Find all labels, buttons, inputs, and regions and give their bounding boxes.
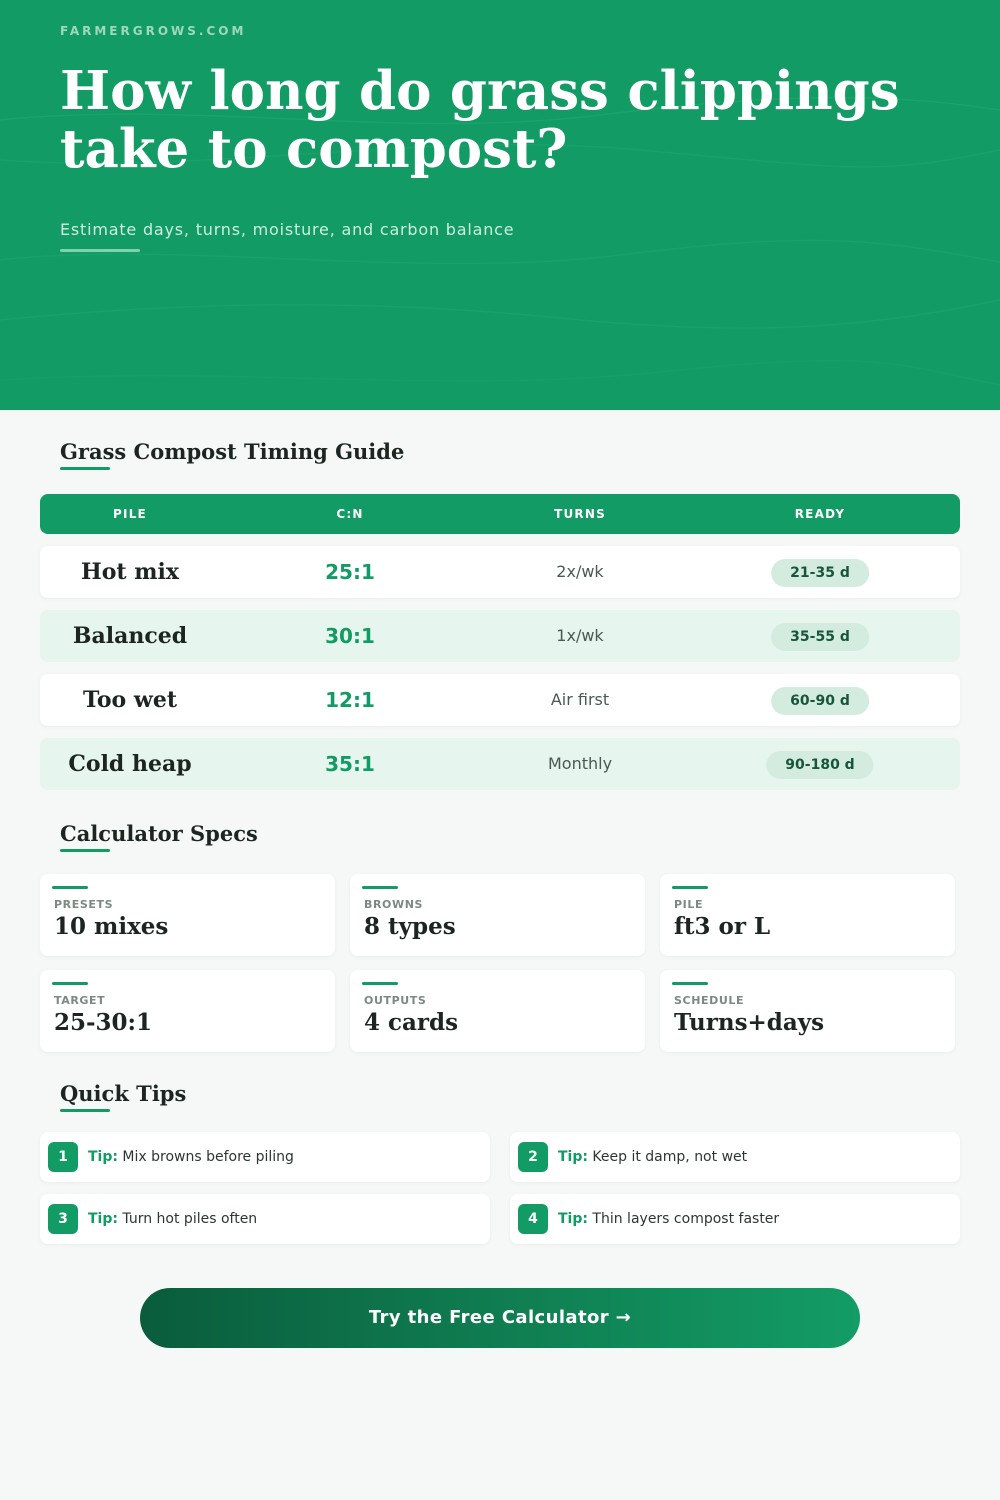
pile-name: Cold heap [68,751,192,777]
spec-value: 4 cards [364,1009,459,1036]
spec-label: TARGET [54,994,106,1007]
table-row [40,674,960,726]
ready-badge: 90-180 d [766,751,873,779]
ready-cell [766,738,873,790]
page-subtitle: Estimate days, turns, moisture, and carbon balance [60,220,515,239]
spec-accent-bar [672,982,708,985]
tip-text [558,1194,779,1244]
turn-frequency: 1x/wk [556,626,604,645]
ready-cell [771,610,869,662]
table-row [40,546,960,598]
timing-guide-title: Grass Compost Timing Guide [60,439,405,464]
spec-label: SCHEDULE [674,994,745,1007]
spec-value: 8 types [364,913,456,940]
cn-ratio: 35:1 [325,752,375,776]
cn-ratio: 25:1 [325,560,375,584]
ready-badge: 21-35 d [771,559,869,587]
hero-banner [0,0,1000,410]
tip-item [40,1132,490,1182]
spec-label: PILE [674,898,704,911]
ready-cell [771,674,869,726]
page-title: How long do grass clippings take to compost? [60,60,900,180]
tip-body: Thin layers compost faster [592,1211,780,1227]
tip-prefix: Tip: [558,1149,588,1165]
tip-text [88,1194,257,1244]
column-header-ready: READY [794,507,846,521]
spec-card-schedule [660,970,955,1052]
tip-text [558,1132,747,1182]
tip-number-badge: 1 [48,1142,78,1172]
spec-accent-bar [362,982,398,985]
column-header-pile: PILE [113,507,147,521]
spec-card-target [40,970,335,1052]
table-row [40,738,960,790]
turn-frequency: Monthly [547,754,613,773]
spec-value: ft3 or L [674,913,771,940]
specs-title: Calculator Specs [60,821,258,846]
spec-card-browns [350,874,645,956]
specs-rule [60,849,110,852]
tip-text [88,1132,294,1182]
pile-name: Hot mix [80,559,180,585]
spec-accent-bar [52,982,88,985]
turn-frequency: 2x/wk [556,562,604,581]
spec-label: PRESETS [54,898,114,911]
spec-card-presets [40,874,335,956]
cn-ratio: 12:1 [325,688,375,712]
tip-number-badge: 2 [518,1142,548,1172]
timing-table-header [40,494,960,534]
spec-value: 25-30:1 [54,1009,153,1036]
tip-prefix: Tip: [88,1149,118,1165]
pile-name: Balanced [72,623,188,649]
ready-badge: 60-90 d [771,687,869,715]
ready-cell [771,546,869,598]
cn-ratio: 30:1 [325,624,375,648]
brand-name: FARMERGROWS.COM [60,24,247,38]
try-calculator-button[interactable]: Try the Free Calculator → [140,1288,860,1348]
turn-frequency: Air first [550,690,610,709]
spec-value: Turns+days [674,1009,825,1036]
tip-body: Mix browns before piling [122,1149,294,1165]
spec-label: OUTPUTS [364,994,427,1007]
pile-name: Too wet [83,687,177,713]
spec-card-pile [660,874,955,956]
tip-item [40,1194,490,1244]
tip-prefix: Tip: [558,1211,588,1227]
table-row [40,610,960,662]
ready-badge: 35-55 d [771,623,869,651]
tips-rule [60,1109,110,1112]
spec-accent-bar [672,886,708,889]
spec-accent-bar [362,886,398,889]
tip-item [510,1132,960,1182]
tip-body: Turn hot piles often [122,1211,258,1227]
timing-guide-rule [60,467,110,470]
spec-value: 10 mixes [54,913,169,940]
tip-number-badge: 3 [48,1204,78,1234]
spec-accent-bar [52,886,88,889]
tips-title: Quick Tips [60,1081,187,1106]
tip-prefix: Tip: [88,1211,118,1227]
column-header-cn: C:N [336,507,364,521]
tip-body: Keep it damp, not wet [592,1149,748,1165]
spec-label: BROWNS [364,898,424,911]
hero-divider [60,249,140,252]
tip-item [510,1194,960,1244]
tip-number-badge: 4 [518,1204,548,1234]
column-header-turns: TURNS [554,507,606,521]
spec-card-outputs [350,970,645,1052]
